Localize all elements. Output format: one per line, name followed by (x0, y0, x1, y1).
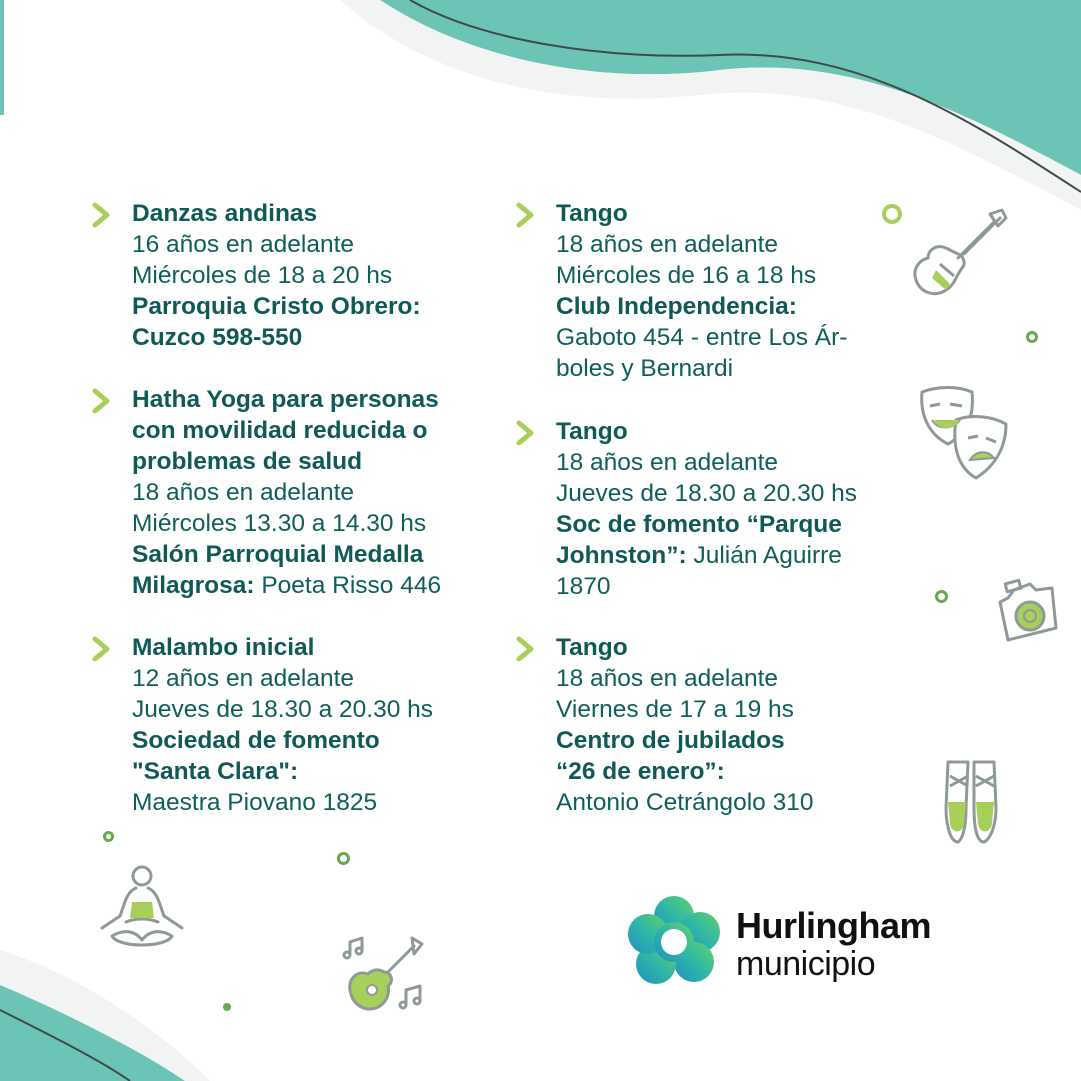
decor-ring (882, 204, 902, 224)
activity-age: 18 años en adelante (556, 665, 779, 692)
activity-address: 1870 (556, 573, 611, 600)
chevron-right-icon (90, 202, 114, 228)
activity-address: boles y Bernardi (556, 355, 734, 382)
activity-schedule: Miércoles de 18 a 20 hs (132, 262, 393, 289)
activity-place: “26 de enero”: (556, 758, 725, 785)
decor-ring (1026, 331, 1038, 343)
activity-age: 18 años en adelante (132, 479, 355, 506)
activity-title: Tango (556, 418, 628, 445)
activity-address: Antonio Cetrángolo 310 (556, 789, 814, 816)
activity-schedule: Jueves de 18.30 a 20.30 hs (132, 696, 434, 723)
activity-address: Maestra Piovano 1825 (132, 789, 378, 816)
activity-address: Julián Aguirre (686, 542, 842, 569)
activity-age: 16 años en adelante (132, 231, 355, 258)
chevron-right-icon (514, 420, 538, 446)
activity-title: Danzas andinas (132, 200, 318, 227)
activity-place: Salón Parroquial Medalla (132, 541, 424, 568)
activity-title: Tango (556, 200, 628, 227)
activity-danzas-andinas (132, 198, 512, 353)
camera-icon (994, 578, 1062, 646)
decor-ring (103, 831, 114, 842)
activity-title: con movilidad reducida o (132, 417, 428, 444)
activity-address: Gaboto 454 - entre Los Ár- (556, 324, 848, 351)
activity-title: Malambo inicial (132, 634, 315, 661)
activity-tango-3 (556, 632, 936, 818)
hurlingham-flower-logo (628, 896, 720, 992)
guitar-icon (906, 206, 1010, 302)
activity-place: Milagrosa: (132, 572, 255, 599)
activity-schedule: Viernes de 17 a 19 hs (556, 696, 794, 723)
activity-place: Johnston”: (556, 542, 687, 569)
activity-place: Parroquia Cristo Obrero: (132, 293, 421, 320)
activity-place: "Santa Clara": (132, 758, 299, 785)
activity-age: 12 años en adelante (132, 665, 355, 692)
decor-ring (935, 590, 948, 603)
activity-place-address (556, 540, 936, 571)
ballet-shoes-icon (938, 758, 1006, 846)
activity-title: Tango (556, 634, 628, 661)
activity-address: Poeta Risso 446 (254, 572, 442, 599)
activity-place: Soc de fomento “Parque (556, 511, 842, 538)
theater-masks-icon (918, 386, 1010, 482)
activity-schedule: Miércoles de 16 a 18 hs (556, 262, 817, 289)
activity-place-address (132, 570, 512, 601)
logo-subtitle: municipio (736, 945, 876, 983)
chevron-right-icon (90, 388, 114, 414)
yoga-person-icon (96, 862, 188, 954)
activity-place: Cuzco 598-550 (132, 324, 303, 351)
activity-title: Hatha Yoga para personas (132, 386, 439, 413)
decor-ring (337, 852, 350, 865)
activity-schedule: Jueves de 18.30 a 20.30 hs (556, 480, 858, 507)
logo-name: Hurlingham (736, 905, 932, 946)
activity-hatha-yoga (132, 384, 512, 601)
activity-place: Sociedad de fomento (132, 727, 380, 754)
acoustic-guitar-icon (342, 932, 428, 1016)
activity-tango-2 (556, 416, 936, 602)
chevron-right-icon (514, 202, 538, 228)
activity-place: Centro de jubilados (556, 727, 785, 754)
activity-malambo-inicial (132, 632, 512, 818)
activity-age: 18 años en adelante (556, 231, 779, 258)
activity-title: problemas de salud (132, 448, 363, 475)
activity-place: Club Independencia: (556, 293, 797, 320)
chevron-right-icon (90, 636, 114, 662)
chevron-right-icon (514, 636, 538, 662)
activity-age: 18 años en adelante (556, 449, 779, 476)
decor-dot (223, 1003, 231, 1011)
activity-tango-1 (556, 198, 936, 384)
activity-schedule: Miércoles 13.30 a 14.30 hs (132, 510, 427, 537)
